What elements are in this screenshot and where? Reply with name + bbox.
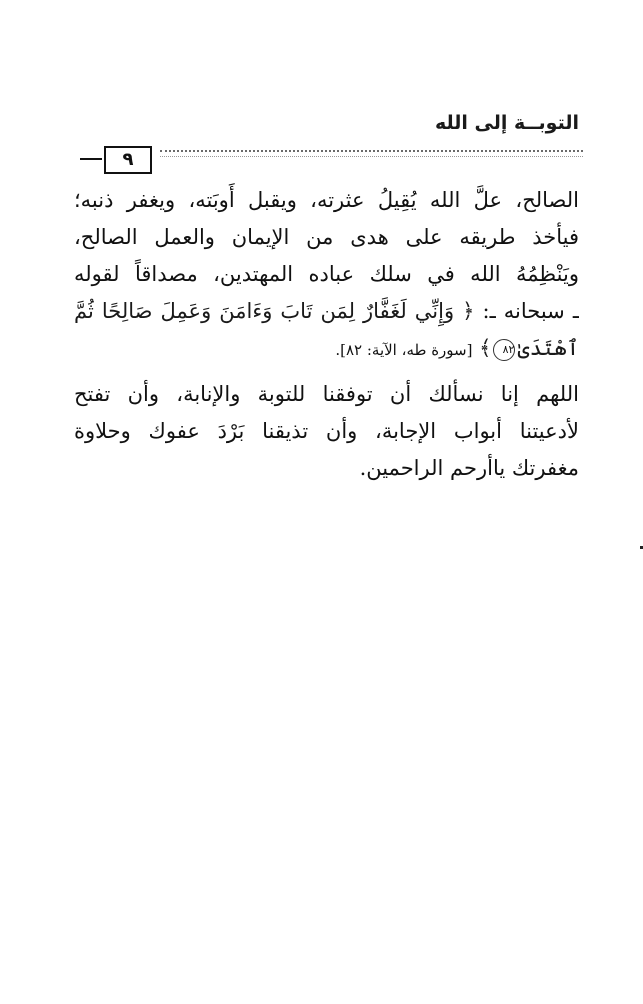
text-line: ويَنْظِمُهُ الله في سلك عباده المهتدين، مصداقاً لقوله [74, 262, 579, 286]
text-line: لأدعيتنا أبواب الإجابة، وأن تذيقنا بَرْدَ عفوك وحلاوة [74, 419, 579, 443]
text-line-quran-start [74, 293, 579, 330]
page-number: ٩ [104, 146, 152, 174]
header-dotted-rule [160, 150, 583, 152]
ayah-number-marker: ٨٢ [493, 339, 515, 361]
text-line: الصالح، علَّ الله يُقِيلُ عثرته، ويقبل أَوبَته، ويغفر ذنبه؛ [74, 188, 579, 212]
paragraph-2 [74, 376, 579, 487]
text-line: فيأخذ طريقه على هدى من الإيمان والعمل الصالح، [74, 225, 579, 249]
quran-verse: ﴿ وَإِنِّي لَغَفَّارٌ لِمَن تَابَ وَءَامَنَ وَعَمِلَ صَالِحًا ثُمَّ [74, 299, 475, 323]
text-line: اللهم إنا نسألك أن توفقنا للتوبة والإنابة، وأن تفتح [74, 382, 579, 406]
text-line: مغفرتك ياأرحم الراحمين. [359, 456, 579, 480]
surah-reference: [سورة طه، الآية: ٨٢]. [335, 341, 473, 359]
page-number-dash [80, 158, 102, 160]
running-header-title: التوبــة إلى الله [435, 112, 579, 134]
quote-intro: ـ سبحانه ـ: [482, 299, 579, 323]
quran-verse-end: ٱهْتَدَىٰ [517, 336, 579, 360]
text-line-quran-end [74, 330, 579, 367]
paragraph-1 [74, 182, 579, 367]
quran-close-bracket: ﴾ [479, 336, 492, 360]
header-dotted-rule-secondary [160, 156, 583, 157]
